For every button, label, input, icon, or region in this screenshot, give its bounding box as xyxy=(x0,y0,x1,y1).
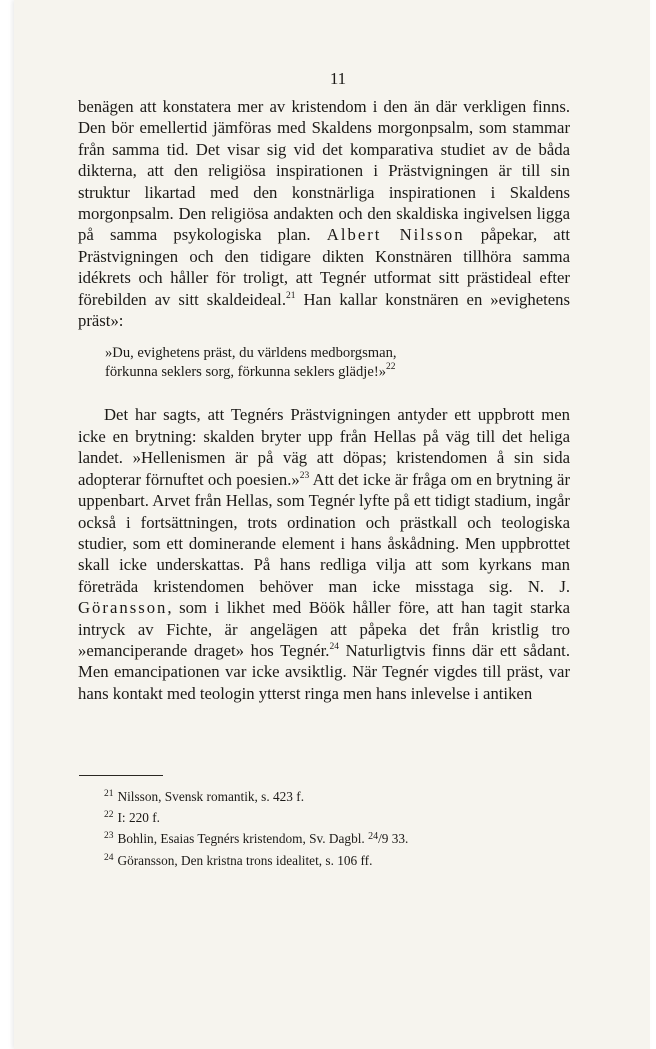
paragraph-text: benägen att konstatera mer av kristendom i den än där verkligen finns. Den bör emellertid jämföras med Skaldens morgonpsalm, som stammar från samma tid. Det visar sig vid det komparativa studiet av de båda dikterna, att den religiösa inspirationen i Prästvigningen är till sin struktur likartad med den konstnärliga inspirationen i Skaldens morgonpsalm. Den religiösa andakten och den skaldiska ingivelsen ligga på samma psykologiska plan. xyxy=(78,97,570,245)
footnote-21 xyxy=(104,785,564,806)
page xyxy=(14,0,650,1049)
author-name: Albert Nilsson xyxy=(326,225,465,245)
footnote-number: 21 xyxy=(104,789,114,799)
quote-line-2 xyxy=(105,363,570,382)
date-day: 24 xyxy=(368,831,379,843)
author-name: Göransson xyxy=(78,598,168,618)
footnote-ref: 24 xyxy=(329,641,339,652)
body-text xyxy=(78,96,570,704)
footnote-22 xyxy=(104,806,564,827)
footnote-23 xyxy=(104,827,564,848)
date-slash: / xyxy=(378,831,382,847)
date-month: 9 xyxy=(381,831,389,847)
paragraph-text: , som i likhet med Böök håller före, att han tagit starka intryck av Fichte, är angelägen att påpeka det från kristlig tro »emanciperande draget» hos Tegnér. xyxy=(78,598,570,660)
footnote-text: 33. xyxy=(388,831,409,847)
footnotes xyxy=(104,785,564,870)
footnote-number: 23 xyxy=(104,831,114,842)
block-quote xyxy=(105,344,570,382)
footnote-text: Göransson, Den kristna trons idealitet, s. 106 ff. xyxy=(117,852,373,868)
footnote-text: Nilsson, Svensk romantik, s. 423 f. xyxy=(117,789,305,804)
paragraph-text: Det har sagts, att Tegnérs Prästvigningen antyder ett uppbrott men icke en brytning: skalden bryter upp från Hellas på väg till det heliga landet. »Hellenismen är på väg att döpas; kristendomen å sin sida adopterar förnuftet och poesien.» xyxy=(78,405,570,489)
page-number: 11 xyxy=(329,69,347,88)
paragraph-text: påpekar, att Prästvigningen och den tidigare dikten Konstnären tillhöra samma idékrets och håller för troligt, att Tegnér utformat sitt prästideal efter förebilden av sitt skaldeideal. xyxy=(78,225,570,309)
footnote-24 xyxy=(104,849,564,870)
quote-line-text: förkunna seklers sorg, förkunna seklers glädje!» xyxy=(105,364,386,381)
footnote-ref: 23 xyxy=(299,470,310,481)
paragraph-2 xyxy=(78,404,570,704)
footnote-ref: 22 xyxy=(386,362,396,373)
footnote-text: Bohlin, Esaias Tegnérs kristendom, Sv. Dagbl. xyxy=(117,831,369,847)
paragraph-text: Att det icke är fråga om en brytning är uppenbart. Arvet från Hellas, som Tegnér lyfte på ett tidigt stadium, ingår också i fortsättningen, trots ordination och prästkall och teologiska studier, som ett dominerande element i hans åskådning. Men uppbrottet skall icke underskattas. På hans redliga vilja att som kyrkans man företräda kristendomen behöver man icke misstaga sig. N. J. xyxy=(78,469,570,596)
footnote-number: 24 xyxy=(104,852,114,863)
footnote-divider xyxy=(79,775,163,776)
paragraph-1 xyxy=(78,96,570,331)
footnote-number: 22 xyxy=(104,810,114,821)
footnote-ref: 21 xyxy=(286,290,296,301)
paragraph-text: Naturligtvis finns där ett sådant. Men emancipationen var icke avsiktlig. När Tegnér vigdes till präst, var hans kontakt med teologin ytterst ringa men hans inlevelse i antiken xyxy=(78,640,570,703)
paragraph-text: Han kallar konstnären en »evighetens präst»: xyxy=(78,289,571,331)
footnote-text: I: 220 f. xyxy=(117,810,160,826)
quote-line: »Du, evighetens präst, du världens medborgsman, xyxy=(105,345,397,362)
